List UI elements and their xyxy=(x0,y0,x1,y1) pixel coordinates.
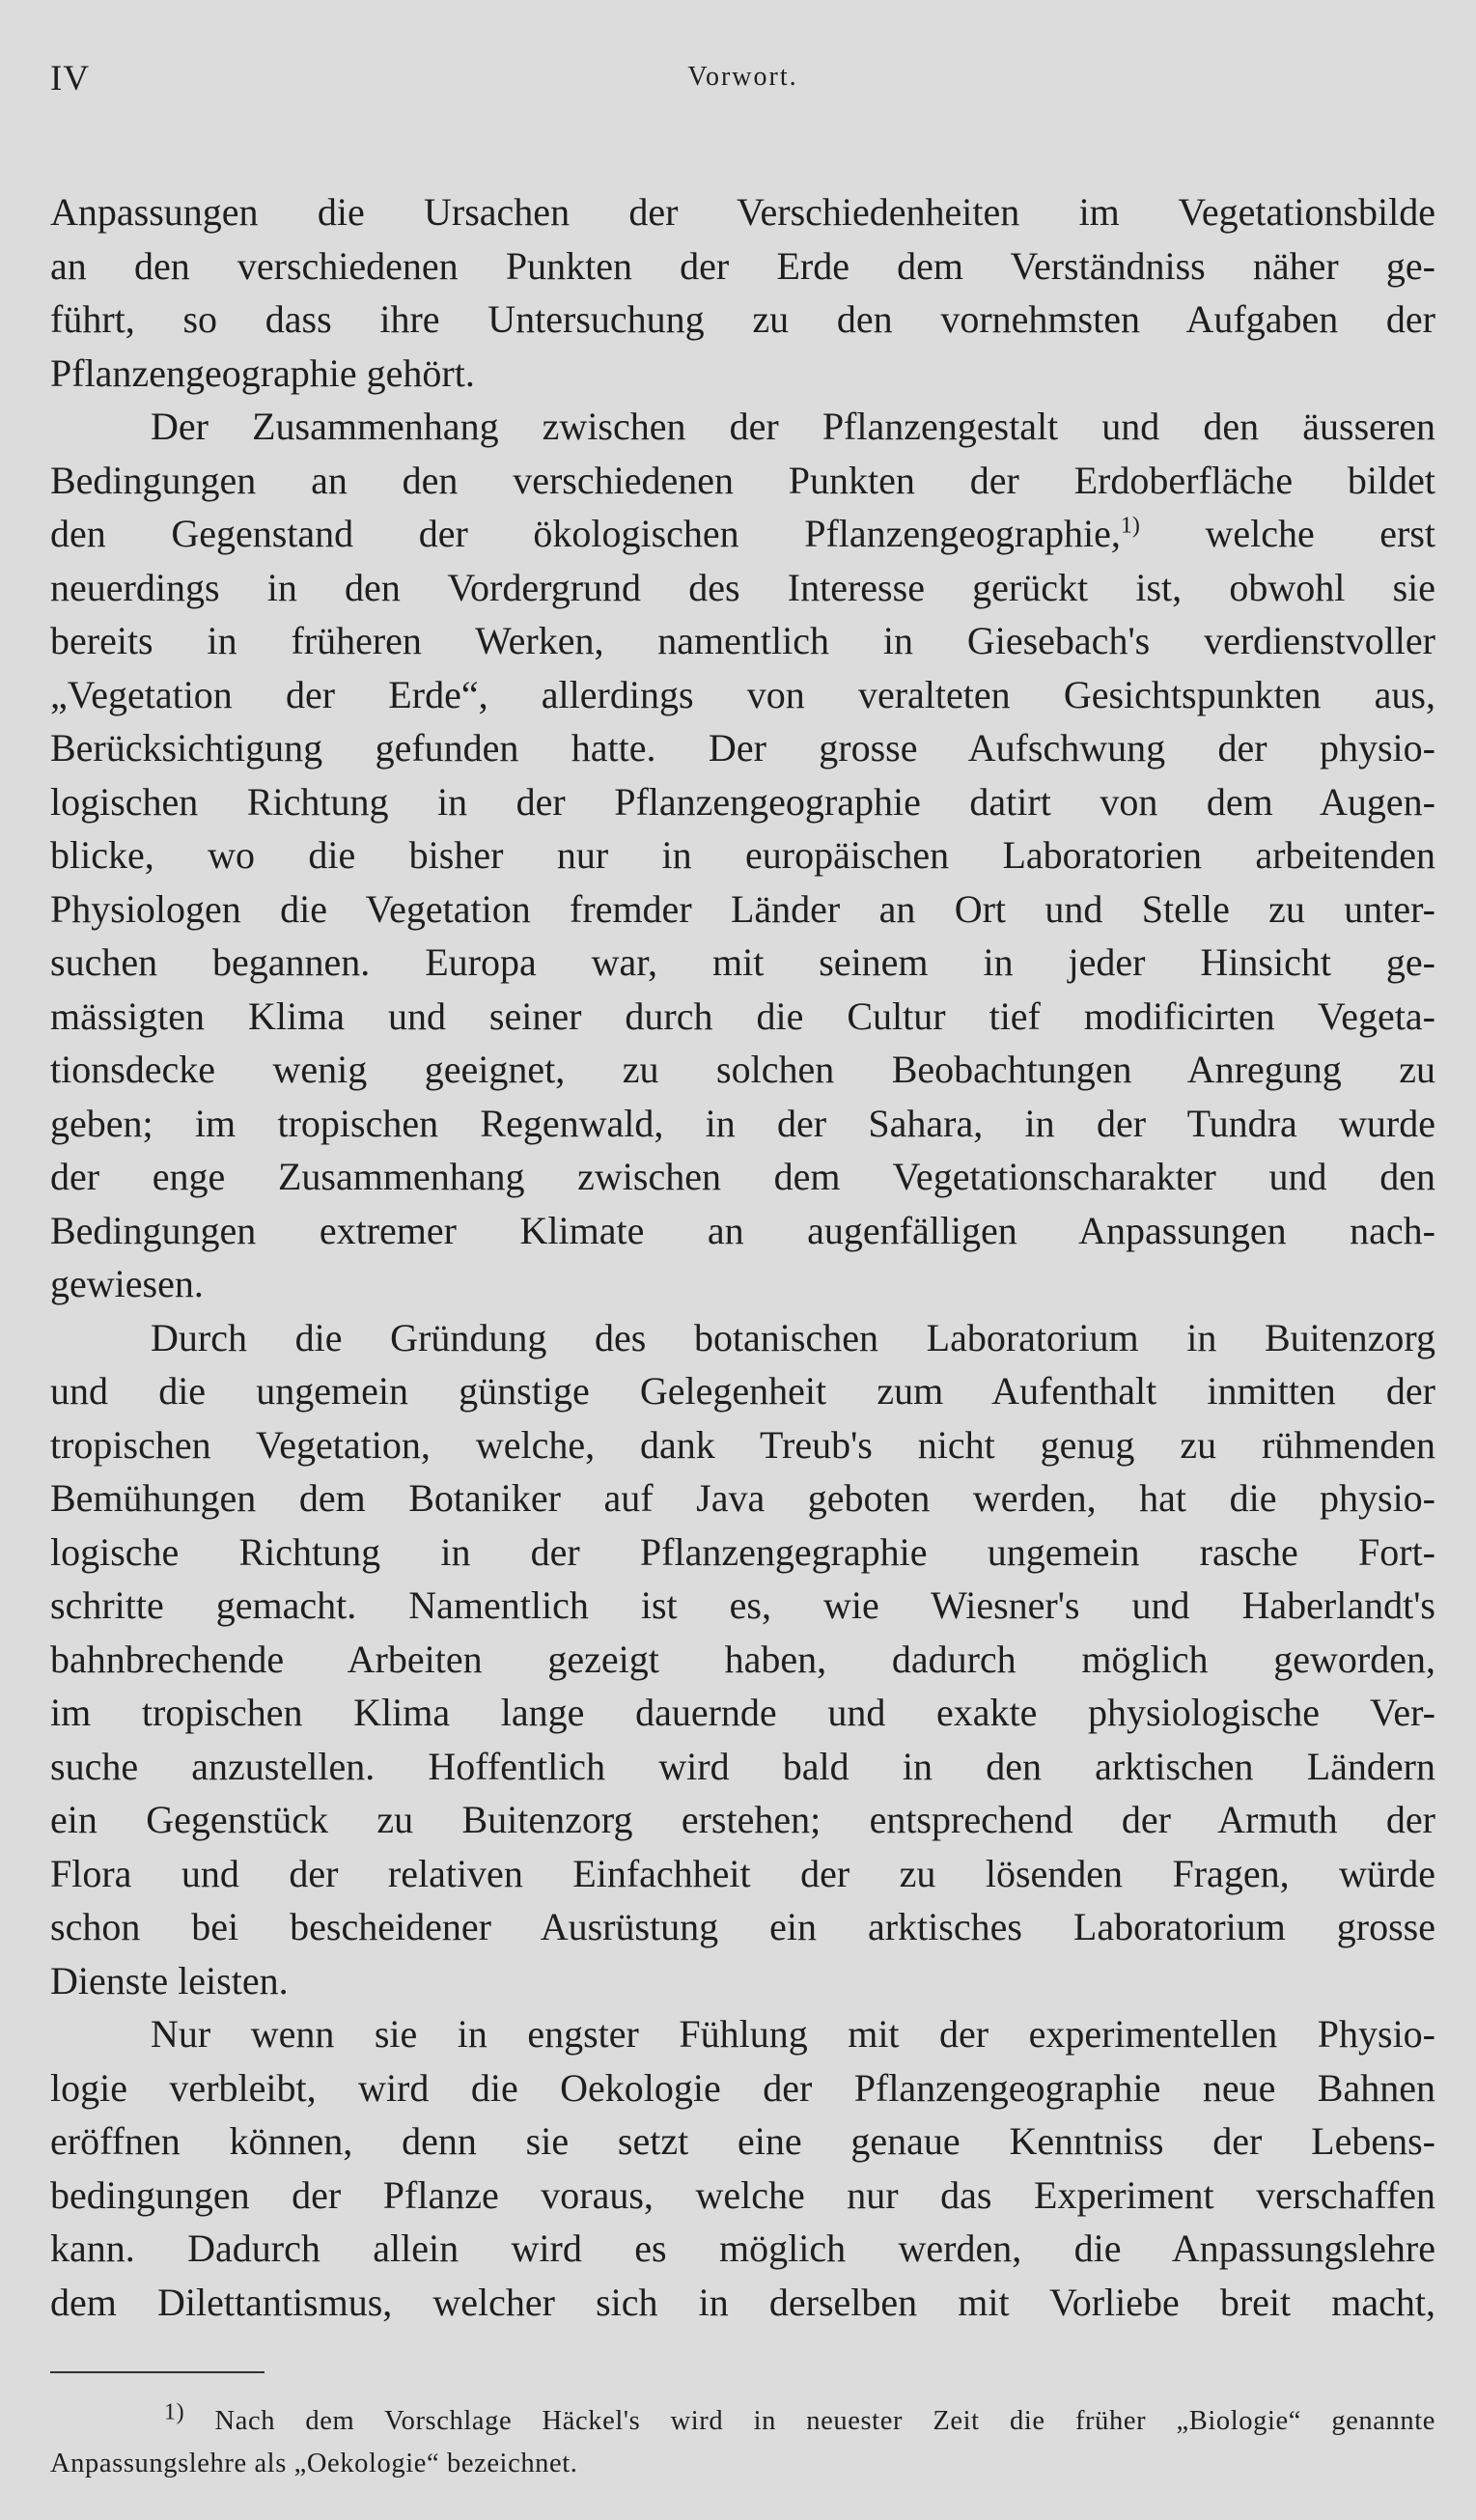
text-line: logie verbleibt, wird die Oekologie der Pflanzengeographie neue Bahnen xyxy=(50,2065,1435,2110)
text-line: suche anzustellen. Hoffentlich wird bald in den arktischen Ländern xyxy=(50,1744,1435,1788)
text-line: ein Gegenstück zu Buitenzorg erstehen; entsprechend der Armuth der xyxy=(50,1798,1435,1841)
footnote-reference: 1) xyxy=(1120,513,1140,539)
footnote-line: Anpassungslehre als „Oekologie“ bezeichnet. xyxy=(50,2449,578,2478)
text-line: mässigten Klima und seiner durch die Cultur tief modificirten Vegeta- xyxy=(50,994,1435,1038)
text-line: blicke, wo die bisher nur in europäischen Laboratorien arbeitenden xyxy=(50,833,1435,877)
text-line: Anpassungen die Ursachen der Verschiedenheiten im Vegetationsbilde xyxy=(50,190,1435,234)
text-line: bedingungen der Pflanze voraus, welche nur das Experiment verschaffen xyxy=(50,2172,1435,2217)
page-header xyxy=(50,58,1435,116)
text-line-with-footnote xyxy=(50,507,1435,561)
text-line: Dienste leisten. xyxy=(50,1958,289,2002)
text-line: Pflanzengeographie gehört. xyxy=(50,350,475,395)
paragraph-2 xyxy=(50,400,1435,1311)
text-line: logische Richtung in der Pflanzengegraphie ungemein rasche Fort- xyxy=(50,1529,1435,1574)
text-segment: den Gegenstand der ökologischen Pflanzengeographie, xyxy=(50,512,1121,555)
footnote-divider xyxy=(50,2371,265,2373)
body-text xyxy=(50,185,1435,2329)
text-line: bereits in früheren Werken, namentlich in Giesebach's verdienstvoller xyxy=(50,619,1435,662)
text-segment: welche erst xyxy=(1205,512,1436,555)
text-line: suchen begannen. Europa war, mit seinem in jeder Hinsicht ge- xyxy=(50,940,1435,984)
paragraph-1 xyxy=(50,185,1435,400)
text-line: Bemühungen dem Botaniker auf Java geboten werden, hat die physio- xyxy=(50,1476,1435,1520)
text-line: schritte gemacht. Namentlich ist es, wie Wiesner's und Haberlandt's xyxy=(50,1583,1435,1627)
text-line: Durch die Gründung des botanischen Laboratorium in Buitenzorg xyxy=(151,1315,1435,1359)
text-line: und die ungemein günstige Gelegenheit zum Aufenthalt inmitten der xyxy=(50,1369,1435,1413)
text-line: Physiologen die Vegetation fremder Länder an Ort und Stelle zu unter- xyxy=(50,886,1435,931)
text-line: logischen Richtung in der Pflanzengeographie datirt von dem Augen- xyxy=(50,779,1435,824)
paragraph-4 xyxy=(50,2007,1435,2329)
text-line: Der Zusammenhang zwischen der Pflanzengestalt und den äusseren xyxy=(151,405,1435,448)
text-line: „Vegetation der Erde“, allerdings von veralteten Gesichtspunkten aus, xyxy=(50,672,1435,716)
text-line: eröffnen können, denn sie setzt eine genaue Kenntniss der Lebens- xyxy=(50,2119,1435,2163)
text-line: bahnbrechende Arbeiten gezeigt haben, dadurch möglich geworden, xyxy=(50,1637,1435,1681)
paragraph-3 xyxy=(50,1311,1435,2008)
text-line: gewiesen. xyxy=(50,1262,204,1305)
text-line: geben; im tropischen Regenwald, in der Sahara, in der Tundra wurde xyxy=(50,1101,1435,1145)
text-line: dem Dilettantismus, welcher sich in derselben mit Vorliebe breit macht, xyxy=(50,2280,1435,2324)
text-line: tropischen Vegetation, welche, dank Treub's nicht genug zu rühmenden xyxy=(50,1422,1435,1467)
text-line: Flora und der relativen Einfachheit der zu lösenden Fragen, würde xyxy=(50,1851,1435,1895)
text-line: Bedingungen an den verschiedenen Punkten der Erdoberfläche bildet xyxy=(50,458,1435,502)
text-line: der enge Zusammenhang zwischen dem Vegetationscharakter und den xyxy=(50,1155,1435,1198)
running-title: Vorwort. xyxy=(687,62,798,92)
text-line: Nur wenn sie in engster Fühlung mit der experimentellen Physio- xyxy=(151,2012,1435,2056)
text-line: an den verschiedenen Punkten der Erde dem Verständniss näher ge- xyxy=(50,243,1435,288)
text-line: führt, so dass ihre Untersuchung zu den vornehmsten Aufgaben der xyxy=(50,297,1435,341)
text-line: Bedingungen extremer Klimate an augenfälligen Anpassungen nach- xyxy=(50,1208,1435,1252)
footnote-text: Nach dem Vorschlage Häckel's wird in neuester Zeit die früher „Biologie“ genannte xyxy=(214,2406,1435,2436)
text-line: schon bei bescheidener Ausrüstung ein arktisches Laboratorium grosse xyxy=(50,1905,1435,1948)
footnote-line xyxy=(50,2400,1435,2443)
text-line: kann. Dadurch allein wird es möglich werden, die Anpassungslehre xyxy=(50,2226,1435,2270)
footnote-marker: 1) xyxy=(164,2399,185,2425)
page-number: IV xyxy=(50,59,91,98)
text-line: neuerdings in den Vordergrund des Interesse gerückt ist, obwohl sie xyxy=(50,565,1435,609)
text-line: Berücksichtigung gefunden hatte. Der grosse Aufschwung der physio- xyxy=(50,726,1435,770)
text-line: im tropischen Klima lange dauernde und exakte physiologische Ver- xyxy=(50,1691,1435,1734)
footnote xyxy=(50,2400,1435,2485)
text-line: tionsdecke wenig geeignet, zu solchen Beobachtungen Anregung zu xyxy=(50,1048,1435,1091)
